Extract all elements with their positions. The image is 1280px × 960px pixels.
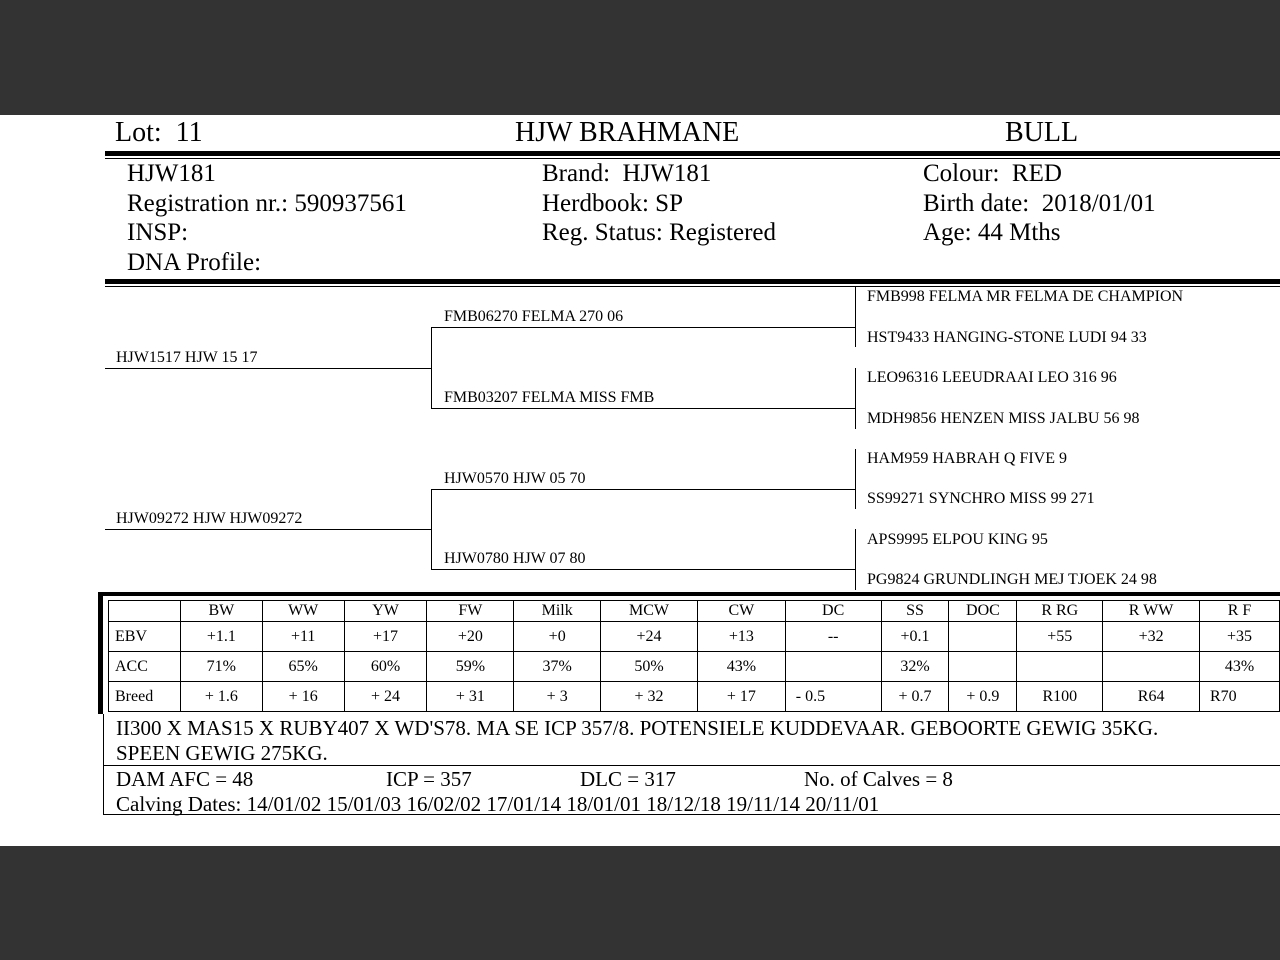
ebv-cell: 65% bbox=[262, 652, 344, 682]
sire-line bbox=[105, 368, 431, 369]
ebv-row-label: ACC bbox=[109, 652, 181, 682]
ebv-header-cell: WW bbox=[262, 601, 344, 622]
ebv-cell: R64 bbox=[1103, 682, 1200, 712]
remarks-divider bbox=[103, 765, 1280, 766]
colour: Colour: RED bbox=[923, 160, 1062, 187]
ebv-cell: +13 bbox=[697, 622, 785, 652]
animal-id: HJW181 bbox=[127, 160, 216, 187]
dam-bracket bbox=[431, 489, 432, 570]
ebv-header-cell bbox=[109, 601, 181, 622]
gg-bracket-2 bbox=[855, 368, 856, 429]
remarks-line-1: II300 X MAS15 X RUBY407 X WD'S78. MA SE ICP 357/8. POTENSIELE KUDDEVAAR. GEBOORTE GEWIG 35KG. bbox=[116, 716, 1159, 740]
ebv-header-cell: BW bbox=[180, 601, 262, 622]
ebv-header-cell: MCW bbox=[601, 601, 698, 622]
ebv-header-cell: DOC bbox=[949, 601, 1017, 622]
ebv-cell: + 31 bbox=[427, 682, 514, 712]
dam-dlc: DLC = 317 bbox=[580, 767, 676, 791]
brand: Brand: HJW181 bbox=[542, 160, 712, 187]
ebv-cell: 60% bbox=[344, 652, 427, 682]
ebv-cell: +24 bbox=[601, 622, 698, 652]
ebv-cell: - 0.5 bbox=[785, 682, 881, 712]
ebv-cell: + 0.7 bbox=[881, 682, 949, 712]
ebv-cell: R100 bbox=[1017, 682, 1103, 712]
ebv-cell: 32% bbox=[881, 652, 949, 682]
gg-6: SS99271 SYNCHRO MISS 99 271 bbox=[867, 490, 1095, 507]
lot-label: Lot: bbox=[115, 117, 162, 148]
dam-dam: HJW0780 HJW 07 80 bbox=[444, 550, 586, 567]
ebv-table bbox=[108, 600, 1280, 712]
ebv-cell: + 0.9 bbox=[949, 682, 1017, 712]
age: Age: 44 Mths bbox=[923, 219, 1061, 246]
ebv-header-cell: YW bbox=[344, 601, 427, 622]
ebv-header-cell: Milk bbox=[514, 601, 601, 622]
ebv-row-label: Breed bbox=[109, 682, 181, 712]
sire-sire: FMB06270 FELMA 270 06 bbox=[444, 308, 624, 325]
ebv-cell: +0 bbox=[514, 622, 601, 652]
reg-status: Reg. Status: Registered bbox=[542, 219, 777, 246]
ebv-cell: + 32 bbox=[601, 682, 698, 712]
lot-heading bbox=[115, 117, 203, 149]
registration-number: Registration nr.: 590937561 bbox=[127, 190, 407, 217]
ebv-cell bbox=[949, 622, 1017, 652]
number-of-calves: No. of Calves = 8 bbox=[804, 767, 953, 791]
ebv-cell: + 3 bbox=[514, 682, 601, 712]
ebv-header-cell: R WW bbox=[1103, 601, 1200, 622]
ebv-cell bbox=[785, 652, 881, 682]
ebv-row-ebv bbox=[109, 622, 1280, 652]
header-rule-thin bbox=[105, 158, 1280, 159]
ebv-cell: +55 bbox=[1017, 622, 1103, 652]
ebv-cell: +1.1 bbox=[180, 622, 262, 652]
ebv-cell: 71% bbox=[180, 652, 262, 682]
ebv-header-cell: CW bbox=[697, 601, 785, 622]
dd-line bbox=[431, 569, 855, 570]
ds-line bbox=[431, 489, 855, 490]
gg-1: FMB998 FELMA MR FELMA DE CHAMPION bbox=[867, 288, 1184, 305]
gg-5: HAM959 HABRAH Q FIVE 9 bbox=[867, 450, 1068, 467]
ebv-cell: 43% bbox=[697, 652, 785, 682]
ebv-cell: 43% bbox=[1200, 652, 1280, 682]
dam-line bbox=[105, 529, 431, 530]
calving-dates: Calving Dates: 14/01/02 15/01/03 16/02/02 17/01/14 18/01/01 18/12/18 19/11/14 20/11/01 bbox=[116, 792, 880, 816]
ebv-cell bbox=[949, 652, 1017, 682]
gg-bracket-3 bbox=[855, 449, 856, 509]
ebv-cell: R70 bbox=[1200, 682, 1280, 712]
ebv-cell: +20 bbox=[427, 622, 514, 652]
ebv-cell: + 17 bbox=[697, 682, 785, 712]
dam: HJW09272 HJW HJW09272 bbox=[116, 510, 303, 527]
ebv-cell bbox=[1103, 652, 1200, 682]
ebv-header-cell: R RG bbox=[1017, 601, 1103, 622]
ebv-cell: 37% bbox=[514, 652, 601, 682]
ebv-cell: -- bbox=[785, 622, 881, 652]
ebv-cell: 59% bbox=[427, 652, 514, 682]
pedigree-rule-thin bbox=[105, 286, 1280, 287]
insp-label: INSP: bbox=[127, 219, 189, 246]
gg-bracket-4 bbox=[855, 529, 856, 590]
ebv-header-row bbox=[109, 601, 1280, 622]
ebv-cell: +32 bbox=[1103, 622, 1200, 652]
ebv-header-cell: SS bbox=[881, 601, 949, 622]
sd-line bbox=[431, 408, 855, 409]
gg-8: PG9824 GRUNDLINGH MEJ TJOEK 24 98 bbox=[867, 571, 1157, 588]
ebv-cell: +17 bbox=[344, 622, 427, 652]
ebv-header-cell: R F bbox=[1200, 601, 1280, 622]
herdbook: Herdbook: SP bbox=[542, 190, 683, 217]
ss-line bbox=[431, 327, 855, 328]
ebv-row-label: EBV bbox=[109, 622, 181, 652]
ebv-cell: + 24 bbox=[344, 682, 427, 712]
gg-4: MDH9856 HENZEN MISS JALBU 56 98 bbox=[867, 410, 1140, 427]
ebv-left-rule bbox=[98, 592, 103, 714]
header-rule bbox=[105, 151, 1280, 156]
ebv-cell: +0.1 bbox=[881, 622, 949, 652]
gg-3: LEO96316 LEEUDRAAI LEO 316 96 bbox=[867, 369, 1117, 386]
ebv-row-breed bbox=[109, 682, 1280, 712]
ebv-header-cell: DC bbox=[785, 601, 881, 622]
dam-sire: HJW0570 HJW 05 70 bbox=[444, 470, 586, 487]
birth-date: Birth date: 2018/01/01 bbox=[923, 190, 1156, 217]
gg-7: APS9995 ELPOU KING 95 bbox=[867, 531, 1048, 548]
ebv-cell: +11 bbox=[262, 622, 344, 652]
sire-bracket bbox=[431, 327, 432, 409]
dam-afc: DAM AFC = 48 bbox=[116, 767, 254, 791]
ebv-row-acc bbox=[109, 652, 1280, 682]
pedigree-rule bbox=[105, 279, 1280, 284]
ebv-cell: +35 bbox=[1200, 622, 1280, 652]
dam-icp: ICP = 357 bbox=[386, 767, 472, 791]
ebv-top-rule bbox=[98, 592, 1280, 596]
ebv-cell: + 16 bbox=[262, 682, 344, 712]
lot-number: 11 bbox=[175, 117, 203, 148]
ebv-cell: 50% bbox=[601, 652, 698, 682]
sex-label: BULL bbox=[1005, 117, 1079, 148]
breeder-name: HJW BRAHMANE bbox=[515, 117, 740, 148]
ebv-cell: + 1.6 bbox=[180, 682, 262, 712]
dna-profile-label: DNA Profile: bbox=[127, 249, 262, 276]
remarks-line-2: SPEEN GEWIG 275KG. bbox=[116, 741, 328, 765]
gg-bracket-1 bbox=[855, 287, 856, 347]
ebv-cell bbox=[1017, 652, 1103, 682]
sire-dam: FMB03207 FELMA MISS FMB bbox=[444, 389, 655, 406]
sire: HJW1517 HJW 15 17 bbox=[116, 349, 258, 366]
gg-2: HST9433 HANGING-STONE LUDI 94 33 bbox=[867, 329, 1147, 346]
ebv-header-cell: FW bbox=[427, 601, 514, 622]
catalogue-page bbox=[0, 115, 1280, 846]
